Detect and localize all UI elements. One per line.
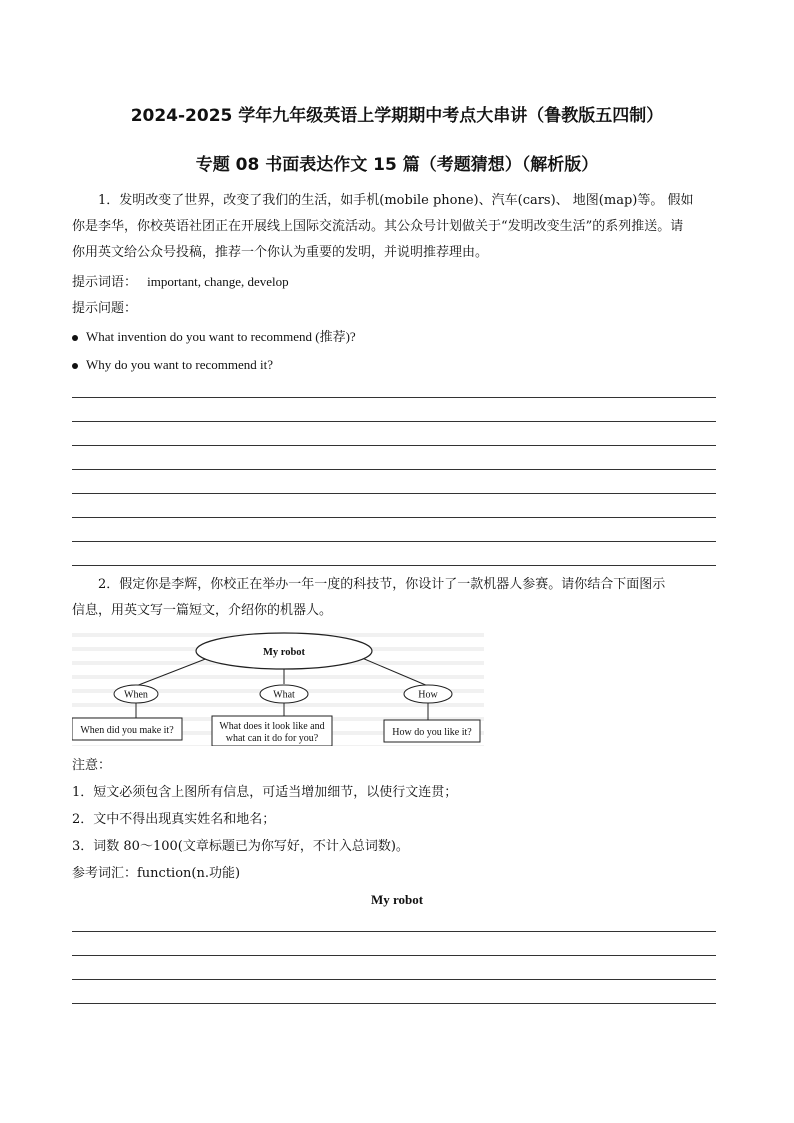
answer-line[interactable] — [72, 1003, 716, 1004]
q2-vocab: 参考词汇：function(n.功能) — [72, 866, 241, 881]
q2-note-item: 3．词数 80～100(文章标题已为你写好，不计入总词数)。 — [72, 839, 409, 854]
mindmap-question-text: When did you make it? — [80, 725, 174, 736]
q2-note-item: 1．短文必须包含上图所有信息，可适当增加细节，以使行文连贯； — [72, 785, 458, 800]
q1-prompt-line: 你是李华，你校英语社团正在开展线上国际交流活动。其公众号计划做关于“发明改变生活”的系列推送。请 — [72, 219, 684, 234]
mindmap-branch-label: When — [124, 689, 148, 701]
q1-prompt — [72, 188, 724, 266]
answer-line[interactable] — [72, 979, 716, 980]
bullet-icon — [72, 363, 78, 369]
q1-question-text: What invention do you want to recommend (推荐)? — [86, 329, 356, 344]
answer-line[interactable] — [72, 565, 716, 566]
answer-line[interactable] — [72, 469, 716, 470]
answer-line[interactable] — [72, 517, 716, 518]
q1-question-item — [72, 327, 356, 347]
answer-line[interactable] — [72, 421, 716, 422]
bullet-icon — [72, 335, 78, 341]
mindmap-branch-label: What — [273, 689, 295, 701]
q2-prompt-line: 信息，用英文写一篇短文，介绍你的机器人。 — [72, 603, 333, 618]
answer-line[interactable] — [72, 493, 716, 494]
document-title: 2024-2025 学年九年级英语上学期期中考点大串讲（鲁教版五四制） — [130, 106, 664, 126]
q1-question-text: Why do you want to recommend it? — [86, 357, 274, 372]
mindmap-question-text: What does it look like and — [219, 721, 325, 732]
q1-prompt-line: 你用英文给公众号投稿，推荐一个你认为重要的发明，并说明推荐理由。 — [72, 245, 489, 260]
answer-line[interactable] — [72, 955, 716, 956]
mindmap-question-text: How do you like it? — [392, 727, 472, 738]
q1-hint-questions-label: 提示问题： — [72, 301, 138, 316]
q2-note-item: 2．文中不得出现真实姓名和地名； — [72, 812, 276, 827]
essay-title: My robot — [370, 892, 424, 907]
answer-line[interactable] — [72, 397, 716, 398]
answer-line[interactable] — [72, 931, 716, 932]
answer-line[interactable] — [72, 445, 716, 446]
answer-line[interactable] — [72, 541, 716, 542]
q2-prompt-line: 2．假定你是李辉，你校正在举办一年一度的科技节，你设计了一款机器人参赛。请你结合下面图示 — [98, 577, 666, 592]
q1-prompt-line: 1．发明改变了世界，改变了我们的生活，如手机(mobile phone)、汽车(cars)、 地图(map)等。 假如 — [98, 193, 694, 208]
q1-hint-words — [72, 272, 289, 293]
q2-prompt — [72, 572, 724, 624]
mindmap-question-text: what can it do for you? — [225, 733, 319, 744]
hint-words: important, change, develop — [147, 274, 289, 289]
q1-question-item — [72, 355, 273, 375]
q2-notes-label: 注意： — [72, 758, 112, 773]
robot-mindmap — [72, 628, 484, 746]
mindmap-branch-label: How — [418, 689, 438, 701]
hint-words-label: 提示词语： — [72, 275, 138, 290]
document-subtitle: 专题 08 书面表达作文 15 篇（考题猜想）（解析版） — [195, 155, 599, 175]
mindmap-center-label: My robot — [262, 647, 306, 658]
